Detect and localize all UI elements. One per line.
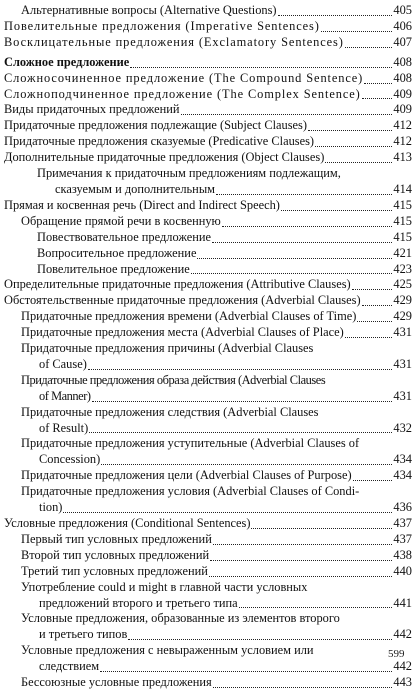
toc-entry-page: 434 [393, 452, 412, 467]
dot-leader [362, 98, 393, 99]
toc-entry-title: Придаточные предложения подлежащие (Subject Clauses) [4, 118, 308, 133]
toc-entry-page: 437 [393, 516, 412, 530]
toc-entry [4, 134, 412, 150]
dot-leader [197, 258, 392, 259]
toc-entry [4, 19, 412, 35]
toc-entry-page: 429 [393, 293, 412, 308]
toc-entry [4, 277, 412, 293]
toc-entry-title-line: Условные предложения с невыраженным условием или [21, 643, 314, 658]
toc-entry-title: Виды придаточных предложений [4, 102, 180, 117]
toc-entry-title: Обращение прямой речи в косвенную [21, 213, 221, 228]
toc-entry-title: Второй тип условных предложений [21, 547, 210, 562]
dot-leader [213, 687, 393, 688]
toc-entry-title: Повелительные предложения (Imperative Sentences) [4, 18, 320, 33]
toc-entry-page: 431 [393, 388, 412, 403]
toc-entry-page: 432 [393, 420, 412, 435]
toc-entry-title: следствием [39, 659, 100, 674]
toc-entry-page: 415 [393, 229, 412, 244]
toc-entry-title: Определительные придаточные предложения (Attributive Clauses) [4, 277, 351, 292]
toc-entry [4, 262, 412, 278]
toc-entry [4, 436, 412, 468]
toc-entry-page: 441 [393, 595, 412, 610]
toc-entry-title-line: Употребление could и might в главной части условных [21, 579, 308, 594]
toc-entry [4, 564, 412, 580]
toc-entry-title-line: Придаточные предложения причины (Adverbial Clauses [21, 341, 314, 356]
toc-entry-title: Сложное предложение [4, 54, 130, 69]
dot-leader [278, 15, 393, 16]
toc-entry-page: 443 [393, 675, 412, 690]
toc-entry-title: Придаточные предложения места (Adverbial Clauses of Place) [21, 325, 344, 340]
toc-entry [4, 341, 412, 373]
toc-entry [4, 468, 412, 484]
dot-leader [362, 305, 393, 306]
dot-leader [357, 321, 392, 322]
dot-leader [308, 130, 392, 131]
toc-entry-page: 414 [393, 181, 412, 196]
dot-leader [191, 273, 393, 274]
toc-entry-page: 408 [393, 54, 412, 69]
dot-leader [89, 432, 392, 433]
dot-leader [130, 67, 392, 68]
toc-entry-title: Бессоюзные условные предложения [21, 675, 212, 690]
dot-leader [315, 146, 392, 147]
toc-entry [4, 71, 412, 87]
toc-entry-page: 423 [393, 261, 412, 276]
toc-entry-title: Первый тип условных предложений [21, 531, 212, 546]
toc-entry [4, 532, 412, 548]
toc-entry-title: Обстоятельственные придаточные предложения (Adverbial Clauses) [4, 293, 361, 308]
toc-entry-title: Вопросительное предложение [37, 245, 197, 260]
dot-leader [88, 369, 393, 370]
toc-entry-title: tion) [39, 500, 63, 515]
dot-leader [212, 242, 392, 243]
toc-entry-title: Concession) [39, 452, 101, 467]
dot-leader [364, 83, 392, 84]
dot-leader [63, 512, 392, 513]
toc-entry [4, 55, 412, 71]
dot-leader [210, 560, 392, 561]
toc-entry-title: Сложносочиненное предложение (The Compound Sentence) [4, 70, 364, 85]
toc-entry [4, 484, 412, 516]
toc-entry [4, 373, 412, 405]
toc-entry [4, 35, 412, 51]
dot-leader [128, 639, 392, 640]
toc-entry-page: 431 [393, 325, 412, 340]
dot-leader [100, 671, 392, 672]
toc-entry-page: 407 [393, 34, 412, 49]
dot-leader [216, 194, 392, 195]
toc-entry [4, 293, 412, 309]
dot-leader [251, 528, 392, 529]
table-of-contents [4, 3, 412, 691]
toc-entry-title: Альтернативные вопросы (Alternative Questions) [21, 3, 277, 17]
toc-entry [4, 325, 412, 341]
dot-leader [239, 607, 393, 608]
toc-entry [4, 230, 412, 246]
toc-entry-title: Придаточные предложения времени (Adverbial Clauses of Time) [21, 309, 357, 324]
toc-entry-title: Придаточные предложения сказуемые (Predicative Clauses) [4, 134, 315, 149]
toc-entry-page: 421 [393, 245, 412, 260]
toc-entry [4, 246, 412, 262]
toc-entry-title-line: Условные предложения, образованные из элементов второго [21, 611, 340, 626]
toc-entry-title: Прямая и косвенная речь (Direct and Indirect Speech) [4, 197, 280, 212]
dot-leader [345, 337, 393, 338]
toc-entry [4, 166, 412, 198]
toc-entry [4, 118, 412, 134]
toc-entry [4, 405, 412, 437]
toc-entry-title: Восклицательные предложения (Exclamatory Sentences) [4, 34, 344, 49]
toc-entry-title: Третий тип условных предложений [21, 563, 208, 578]
toc-entry-title: of Cause) [39, 356, 87, 371]
toc-entry-page: 440 [393, 563, 412, 578]
toc-entry-title: сказуемым и дополнительным [55, 181, 215, 196]
dot-leader [281, 210, 392, 211]
toc-entry [4, 3, 412, 19]
toc-entry [4, 214, 412, 230]
dot-leader [345, 47, 393, 48]
toc-entry-title: of Manner) [39, 388, 91, 403]
dot-leader [101, 464, 392, 465]
toc-entry-page: 413 [393, 150, 412, 165]
dot-leader [213, 544, 393, 545]
toc-entry [4, 516, 412, 532]
toc-entry [4, 675, 412, 691]
toc-entry [4, 611, 412, 643]
toc-entry-page: 405 [393, 3, 412, 17]
dot-leader [353, 480, 393, 481]
toc-entry-title-line: Придаточные предложения следствия (Adverbial Clauses [21, 404, 319, 419]
toc-entry-title: Повелительное предложение [37, 261, 190, 276]
toc-entry-page: 442 [393, 627, 412, 642]
toc-entry [4, 548, 412, 564]
toc-entry-title: Сложноподчиненное предложение (The Complex Sentence) [4, 86, 361, 101]
toc-entry-title: of Result) [39, 420, 89, 435]
toc-entry-page: 431 [393, 356, 412, 371]
toc-entry-page: 409 [393, 102, 412, 117]
toc-entry-title: Дополнительные придаточные предложения (Object Clauses) [4, 150, 325, 165]
toc-entry-page: 436 [393, 500, 412, 515]
toc-entry-title-line: Придаточные предложения уступительные (Adverbial Clauses of [21, 436, 360, 451]
toc-entry-title: предложений второго и третьего типа [39, 595, 238, 610]
toc-entry-page: 408 [393, 70, 412, 85]
dot-leader [325, 162, 392, 163]
toc-entry-title: Повествовательное предложение [37, 229, 211, 244]
toc-entry-page: 429 [393, 309, 412, 324]
toc-entry-page: 437 [393, 531, 412, 546]
toc-entry [4, 643, 412, 675]
toc-entry-page: 438 [393, 547, 412, 562]
toc-entry [4, 580, 412, 612]
toc-entry-page: 415 [393, 197, 412, 212]
toc-entry [4, 150, 412, 166]
page-number: 599 [388, 648, 405, 660]
dot-leader [321, 31, 393, 32]
toc-entry-page: 406 [393, 18, 412, 33]
dot-leader [352, 289, 393, 290]
toc-entry [4, 87, 412, 103]
toc-entry [4, 198, 412, 214]
dot-leader [209, 576, 393, 577]
toc-entry-title-line: Придаточные предложения образа действия (Adverbial Clauses [21, 372, 326, 387]
toc-entry-title-line: Придаточные предложения условия (Adverbial Clauses of Condi- [21, 484, 360, 499]
toc-entry-title: Условные предложения (Conditional Sentences) [4, 516, 251, 530]
toc-entry-title: Придаточные предложения цели (Adverbial Clauses of Purpose) [21, 468, 352, 483]
toc-entry-page: 412 [393, 134, 412, 149]
toc-entry-page: 412 [393, 118, 412, 133]
toc-entry-page: 442 [393, 659, 412, 674]
toc-entry-page: 434 [393, 468, 412, 483]
dot-leader [181, 114, 393, 115]
toc-entry-page: 415 [393, 213, 412, 228]
toc-entry [4, 309, 412, 325]
toc-entry-title: и третьего типов [39, 627, 128, 642]
dot-leader [222, 226, 393, 227]
dot-leader [92, 401, 393, 402]
toc-entry-page: 425 [393, 277, 412, 292]
toc-entry [4, 102, 412, 118]
toc-entry-page: 409 [393, 86, 412, 101]
toc-entry-title-line: Примечания к придаточным предложениям подлежащим, [37, 166, 341, 181]
